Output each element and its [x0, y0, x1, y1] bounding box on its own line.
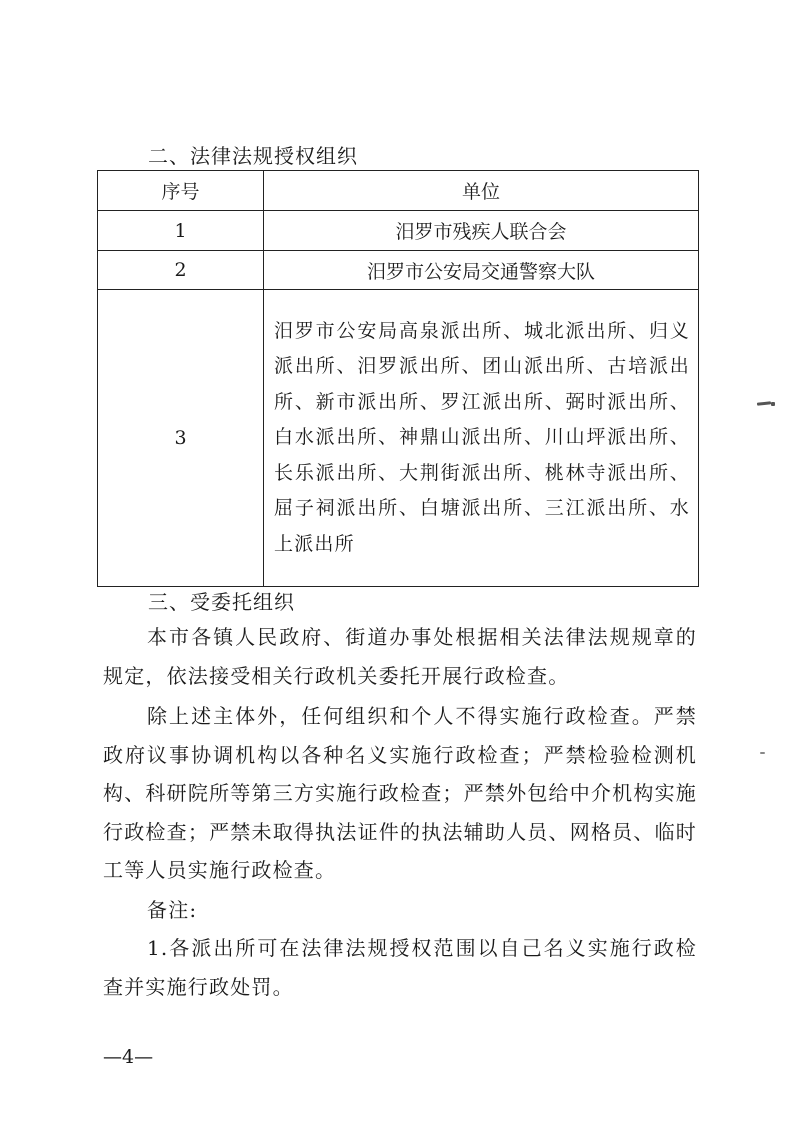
scan-speck	[760, 752, 765, 754]
row-serial-cell: 3	[98, 290, 264, 587]
body-paragraph: 本市各镇人民政府、街道办事处根据相关法律法规规章的规定，依法接受相关行政机关委托开展行政检查。	[103, 625, 697, 688]
scan-speck	[757, 401, 771, 405]
row-unit-cell: 汨罗市公安局高泉派出所、城北派出所、归义派出所、汨罗派出所、团山派出所、古培派出所、新市派出所、罗江派出所、弼时派出所、白水派出所、神鼎山派出所、川山坪派出所、长乐派出所、大荆街派出所、桃林寺派出所、屈子祠派出所、白塘派出所、三江派出所、水上派出所	[264, 290, 699, 587]
table-header-row	[98, 171, 699, 211]
row-unit-cell: 汨罗市公安局交通警察大队	[264, 251, 699, 290]
note-item: 1.各派出所可在法律法规授权范围以自己名义实施行政检查并实施行政处罚。	[103, 936, 697, 999]
row-serial-cell: 2	[98, 251, 264, 290]
row-unit-cell: 汨罗市残疾人联合会	[264, 211, 699, 251]
table-row	[98, 290, 699, 587]
body-paragraph: 除上述主体外，任何组织和个人不得实施行政检查。严禁政府议事协调机构以各种名义实施行政检查；严禁检验检测机构、科研院所等第三方实施行政检查；严禁外包给中介机构实施行政检查；严禁未取得执法证件的执法辅助人员、网格员、临时工等人员实施行政检查。	[103, 704, 697, 882]
section-3-heading: 三、受委托组织	[148, 590, 295, 614]
notes-label: 备注:	[147, 898, 198, 922]
authorized-organizations-table	[97, 170, 699, 587]
page-number: —4—	[103, 1046, 154, 1068]
table-row	[98, 251, 699, 290]
table-row	[98, 211, 699, 251]
row-serial-cell: 1	[98, 211, 264, 251]
header-cell-serial: 序号	[98, 171, 264, 211]
section-2-heading: 二、法律法规授权组织	[148, 144, 358, 168]
header-cell-unit: 单位	[264, 171, 699, 211]
scan-speck	[771, 402, 775, 406]
